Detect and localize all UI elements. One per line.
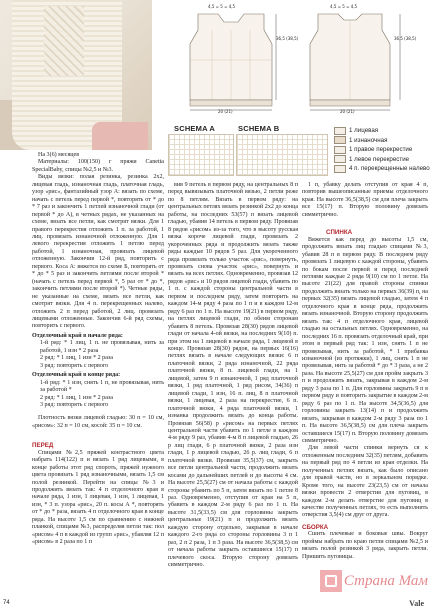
- back-paragraph: Вяжется как перед до высоты 1,5 см, продолжить вязать лиц гладью спицами №3, убавив 28 п в первом ряду. В последнем ряду провязать 1 лицевую с каждой стороны, убавить по бокам после первой и перед последней петлями каждые 2 ряда 9(10) см по 1 петле. На высоте 21(22) для правой стороны спинки продолжить вязать только на первых 36(39) п, на первых 32(35) вязать лицевой гладью, затем 4 п отделочного края в конце ряда, продолжить вязать изнаночной. Вторую сторону продолжить вязать так: 4 п отделочного края, лицевой гладью на остальных петлях. Одновременно, на последних 16 п. провязать отделочный край, при этом в первый ряд так: 1 изн, снять 1 п не провязывая, нить за работой, * 1 прибавка изнаночной (из протяжки), 1 лиц, снять 1 п не провязывая, нить за работой * до * 3 раза, а не 2 раза. На высоте 25,5(27) см для пройм закрыть 3 п и продолжить вязать, закрывая в каждом 2-м ряду 3 раза по 1 п. Для горловины закрыть 9 п в первом ряду и повторить закрытие в каждом 2-м ряду 6 раз по 1 п. На высоте 34,5(36,5) для горловины закрыть 13(14) п и продолжить вязать, закрывая в каждом 2-м ряду 3 раза по 1 п. На высоте 36,5(38,5) см для плеча закрыть оставшиеся 15(17) п. Вторую половину довязать симметрично.: [302, 236, 428, 444]
- back-heading: СПИНКА: [326, 229, 353, 237]
- legend-item: 1 изнаночная: [334, 136, 430, 146]
- cable-cross-icon: [334, 165, 346, 173]
- page-margin: [0, 150, 28, 610]
- schema-measure-top: 4,5 = 5 = 4,5: [208, 4, 236, 9]
- schema-measure-bottom: 20 (21): [218, 109, 233, 114]
- edge-start-row1: 1-й ряд: * 1 лиц, 1 п. не провязывая, нить за работой, 1 изн * 2 раза: [40, 340, 164, 354]
- schema-measure-side: 36,5 (38,5): [276, 36, 299, 41]
- legend-item: 1 левое перекрестие: [334, 155, 430, 165]
- finishing-heading: СБОРКА: [302, 523, 329, 531]
- edge-end-row3: 3 ряд: повторять с первого: [40, 401, 109, 408]
- front-continued-paragraph: вив 9 петель в первом ряду, на центральных 8 п перед вывязывать платочной вязью, 2 петли реже по 8 петлям. Вязать в первом ряду: на центральных петлях вязать резинкой 2x2 до конца работы, на последних 53(57) п вязать лицевой гладью, убавив 14 петель в первом ряду. Провязав 8 рядов «рисом» из-за того, что в высоту русская вязка короче лицевой глади, провязать 2 укороченных ряда и продолжить вязать также ряды каждые 10 рядов 5 раз. Для укороченного ряда провязать только участок «рис», повернуть, провязать снова участок «рис», повернуть и вязать на всех петлях. Одновременно, провязав 12 рядов «рис» и 10 рядов лицевой глади, убавить по 1 п. с каждой стороны центральной части в первом и последнем ряду, затем повторить на каждом 14-м ряду 4 раза по 1 п и в каждом 12-м ряду 6 раз по 1 п. На высоте 19(21) в первом ряду, на петлях лицевой глади, по обеим сторонам убавить 8 петель. Провязав 28(30) рядов лицевой глади от начала 4-ой вязки, на последних 9(10) п. при этом на 1 лицевой в начале ряда, 1 лицевой в конце. Провязав 28(30) рядов, на первых 16(16) петлях вязать в начале следующих вязки: 6 п платочной вязки, 2 ряда изнаночной, 22 ряда платочной вязки, 8 п. лицевой глади, на 1 лицевой, затем 9 п изнаночной, 1 ряд платочной вязки, 1 ряд платочной, 1 ряд рисом, 34(36) п лицевой глади, 1 изн, 16 п. лиц, 8 п платочной вязки, 1 лицевая, 2 раза на перекрестие, 6 п. платочной вязки, 4 ряда платочной вязки, 1 изнанка продолжить вязать до конца работы. Провязав 56(58) р «рисом» на первых петлях центральной части убавить по 1 петле в каждом 4-м ряду 9 раз, убавив 4-м 8 п лицевой гладью, 26 р лиц глади, 6 р платочной вязки, 2 раза изн глади, 1 р лицевой гладью, 26 р. лиц глади, 6 п платочной вязки. Провязав 35,5(37) см, закрыть все петли центральной части, продолжить вязать косами до дальнейших петлей и до высоты 4 см. На высоте 25,5(27) см от начала работы с каждой стороны убавить по 5 п, затем вязать по 1 петле 8 раз. Одновременно, отступив от края на 5 п, убавить в каждом 2-м ряду 6 раз по 1 п. На высоте 31,5(33,5) см для горловины закрыть центральные 19(21) п и продолжить вязать каждую сторону отдельно, закрывая в начале каждого 2-го ряда со стороны горловины 3 п 1 раз, 2 п 2 раза, 1 п 3 раза. На высоте 36,5(38,5) см от начала работы закрыть оставшиеся 15(17) п плечевого скоса. Вторую сторону довязать симметрично.: [168, 182, 298, 569]
- schema-a-chart: [168, 134, 234, 176]
- brand-mark: Vale: [409, 599, 424, 608]
- size-line: На 3(6) месяцев: [38, 152, 80, 158]
- edge-end-row1: 1-й ряд: * 1 изн, снять 1 п, не провязывая, нить за работой *: [40, 379, 164, 394]
- site-logo-icon: [320, 570, 342, 592]
- edge-end-title: Отделочный край в конце ряда:: [32, 372, 121, 379]
- purl-stitch-icon: [334, 136, 346, 144]
- schema-b-chart: [236, 134, 328, 176]
- text-column-1: [32, 152, 164, 547]
- text-column-2: [168, 182, 298, 570]
- page-number: 74: [3, 600, 10, 606]
- left-back-paragraph: Для левой части спинки вернуть ся к отложенным последним 32(35) петлям, добавить на первый ряд по 4 петли из края отделки. На полученных петлях вязать, как было описано для правой части, но в зеркальном порядке. Кроме того, на высоте 23(23,5) см от начала вязки провести 2 отверстия для пуговиц, в каждом 2-м делать отверстие для пуговиц в качестве полученных петлях, то есть выполнить отверстия 3,5(4) см друг от друга.: [302, 445, 428, 519]
- legend-item: 4 п. перекрещенные налево: [334, 164, 430, 174]
- watermark-text: Страна Мам: [343, 572, 428, 589]
- knit-stitch-icon: [334, 127, 346, 135]
- legend-item: 1 правое перекрестие: [334, 145, 430, 155]
- materials-line: Материалы: 100(150) г пряжи Canetta SpecialBaby, спицы №2,5 и №3.: [32, 159, 164, 173]
- front-paragraph: Спицами №2,5 пряжей контрастного цвета набрать 114(122) п и вязать 1 ряд лицевыми, в конце работы этот ряд спороть, пряжей нужного цвета провязать 1 ряд изнаночными, вязать 1,5 см полой резинкой. Перейти на спицы №3 и продолжить вязать так: 4 п отделочного края в начале ряда, 1 изн, 1 лицевая, 1 изн, 1 лицевая, 1 изн, * 3 п. узора «рис», 20 п. косы А *, повторять от * до * раза, вязать 4 п отделочного края в конце ряда. На высоте 1,5 см по сравнению с нижней планкой, спицами №3, распределяя петли так: пол «рисом» 4 п в каждой из групп «рис», убавляя 12 п «рисом» в 2 раза по 1 п: [32, 449, 164, 546]
- edge-end-row2: 2 ряд: * 1 лиц, 1 изн * 2 раза: [40, 394, 113, 401]
- schema-measure-bottom-back: 20 (21): [340, 109, 355, 114]
- density-paragraph: Плотность вязки лицевой гладью: 30 п = 10 см, «рисом»: 32 п = 10 см, косой: 35 п = 10 см.: [32, 415, 164, 429]
- watermark: [320, 570, 428, 592]
- front-end-paragraph: 1 п, убавку делать отступив от края 4 п, повторив вышеописанные приемы отделочного края. На высоте 36,5(38,5) см для плеча закрыть все 15(17) п. Вторую половину довязать симметрично.: [302, 182, 428, 218]
- knitted-dress-photo: [0, 0, 152, 150]
- schema-measure-side-back: 36,5 (38,5): [394, 36, 417, 41]
- stitches-paragraph: Виды вязки: полая резинка, резинка 2x2, лицевая гладь, изнаночная гладь, платочная гладь, узор «рис», фантазийный узор А: вязать по схеме, начать с петель перед первой *, повторять от * до * 7 раз и закончить 1 петлей изнаночной глади (от первой * до А), в четных рядах, не указанных на схеме, вязать все петли, как смотрят вязки. Для 1 правого перекрестия отложить 1 п. за работой, 1 лиц. провязать изнаночной отложенную. Для 1 левого перекрестия отложить 1 петлю перед работой, 1 изнаночная, провязать лицевой отложенную. Закончив 12-й ряд, повторить с первого. Коса А: вяжется по схеме Б, повторять от * до * 5 раз и закончить петлями после второй * (начать с петель перед первой *, 5 раз от * до *, закончить петлями после второй *). Четные ряды, не указанные на схеме, вязать все петли, как смотрят вязки. Для 4 п. перекрещенных налево, отложить 2 п перед работой, 2 лиц. провязать лицевыми отложенные. Закончив 6-й ряд схемы, повторить с первого.: [32, 174, 164, 330]
- schema-b-title: SCHEMA B: [238, 124, 280, 133]
- schema-a-title: SCHEMA A: [174, 124, 216, 133]
- left-cross-icon: [334, 155, 346, 163]
- schema-measure-top-back: 4,5 = 5 = 4,5: [330, 4, 358, 9]
- stitch-legend: [334, 126, 430, 174]
- pattern-schematic: [168, 0, 430, 118]
- text-column-3: [302, 182, 428, 561]
- front-heading: ПЕРЕД: [32, 442, 54, 450]
- edge-start-title: Отделочный край в начале ряда:: [32, 332, 123, 339]
- finishing-paragraph: Сшить плечевые и боковые швы. Вокруг проймы набрать по краю петли спицами №2,5 и вязать полой резинкой 3 ряда, закрыть петли. Пришить пуговицы.: [302, 531, 428, 560]
- edge-start-row2: 2 ряд: * 1 лиц, 1 изн * 2 раза: [40, 355, 113, 362]
- legend-item: 1 лицевая: [334, 126, 430, 136]
- right-cross-icon: [334, 146, 346, 154]
- edge-start-row3: 3 ряд: повторять с первого: [40, 362, 109, 369]
